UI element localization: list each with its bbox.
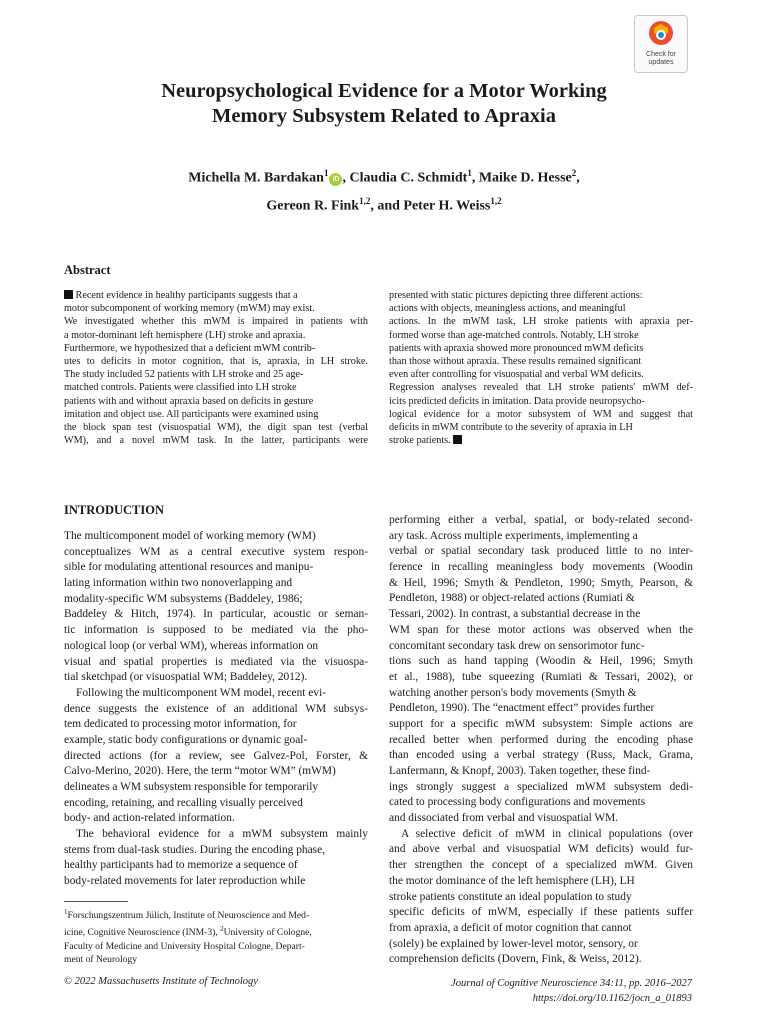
abstract-line: The study included 52 patients with LH stroke and 25 age- bbox=[64, 369, 304, 381]
body-line: conceptualizes WM as a central executive system respon- bbox=[64, 545, 368, 558]
abstract-line: the block span test (visuospatial WM), the digit span test (verbal bbox=[64, 421, 368, 433]
body-line: encoding, retaining, and recalling visually perceived bbox=[64, 796, 303, 809]
body-line: Pendleton, 1990). The “enactment effect” provides further bbox=[389, 702, 655, 715]
abstract-line: Furthermore, we hypothesized that a deficient mWM contrib- bbox=[64, 342, 316, 354]
body-line: body-related movements for later reproduction while bbox=[64, 875, 306, 888]
body-line: tions such as hand tapping (Woodin & Heil, 1996; Smyth bbox=[389, 655, 693, 668]
body-line: body- and action-related information. bbox=[64, 812, 235, 825]
body-line: Lanfermann, & Knopf, 2003). Taken together, these find- bbox=[389, 765, 651, 777]
body-line: and above verbal and visuospatial WM deficits) would fur- bbox=[389, 843, 693, 856]
bookmark-icon bbox=[648, 20, 674, 48]
body-line: stroke patients constitute an ideal population to study bbox=[389, 890, 632, 903]
abstract-line: a motor-dominant left hemisphere (LH) stroke and apraxia. bbox=[64, 329, 306, 341]
body-line: specific deficits of mWM, especially if these patients suffer bbox=[389, 906, 693, 919]
doi-link[interactable]: https://doi.org/10.1162/jocn_a_01893 bbox=[532, 993, 692, 1004]
body-line: Pendleton, 1988) or object-related actions (Rumiati & bbox=[389, 592, 635, 605]
abstract-line: actions. In the mWM task, LH stroke patients with apraxia per- bbox=[389, 316, 693, 328]
author-name: , Claudia C. Schmidt bbox=[342, 170, 468, 186]
author-separator: , bbox=[576, 170, 580, 186]
check-for-updates-badge[interactable] bbox=[634, 15, 688, 73]
body-line: ary task. Across multiple experiments, implementing a bbox=[389, 529, 638, 542]
abstract-line: formed worse than age-matched controls. Notably, LH stroke bbox=[389, 329, 639, 341]
affiliation-sup: 1,2 bbox=[490, 195, 502, 206]
abstract-line: icits predicted deficits in imitation. Data provide neuropsycho- bbox=[389, 395, 645, 407]
abstract-line: patients with and without apraxia based on deficits in gesture bbox=[64, 395, 314, 407]
abstract-line: even after controlling for visuospatial and verbal WM deficits. bbox=[389, 369, 644, 381]
body-line: (solely) be explained by lower-level motor, sensory, or bbox=[389, 937, 638, 950]
body-line: verbal or spatial secondary task produced little to no inter- bbox=[389, 545, 693, 558]
journal-citation bbox=[451, 976, 692, 1006]
body-line: ference in recalling meaningless body movements (Woodin bbox=[389, 561, 693, 574]
abstract-line: than those without apraxia. These results remained significant bbox=[389, 355, 642, 367]
abstract-heading: Abstract bbox=[64, 263, 111, 277]
abstract-line: We investigated whether this mWM is impaired in patients with bbox=[64, 316, 368, 328]
body-line: & Heil, 1996; Smyth & Pendleton, 1990; Smyth, Pearson, & bbox=[389, 576, 693, 589]
body-line: than encoded using a verbal strategy (Russ, Mack, Grama, bbox=[389, 749, 693, 762]
body-line: ther strengthen the concept of a specialized mWM. Given bbox=[389, 859, 693, 872]
body-line: modality-specific WM subsystems (Baddeley, 1986; bbox=[64, 592, 303, 605]
abstract-line: imitation and object use. All participants were examined using bbox=[64, 408, 319, 420]
abstract-right-column bbox=[389, 289, 693, 447]
body-line: The multicomponent model of working memory (WM) bbox=[64, 530, 316, 542]
square-end-icon bbox=[453, 435, 462, 444]
body-line: healthy participants had to memorize a sequence of bbox=[64, 859, 298, 872]
abstract-line: utes to deficits in motor cognition, that is, apraxia, in LH stroke. bbox=[64, 355, 368, 367]
intro-left-column bbox=[64, 529, 368, 890]
affiliations-footnote bbox=[64, 906, 368, 967]
body-line: tem dedicated to processing motor information, for bbox=[64, 718, 297, 731]
body-line: et al., 1988), tube squeezing (Rumiati & Tessari, 2002), or bbox=[389, 670, 693, 683]
abstract-line: deficits in mWM contribute to the severity of apraxia in LH bbox=[389, 421, 633, 433]
body-line: dence suggests the existence of an additional WM subsys- bbox=[64, 702, 368, 715]
body-line: A selective deficit of mWM in clinical populations (over bbox=[401, 827, 693, 840]
body-line: performing either a verbal, spatial, or body-related second- bbox=[389, 514, 693, 526]
affiliation-sup: 1 bbox=[323, 168, 329, 178]
abstract-line: Recent evidence in healthy participants suggests that a bbox=[64, 289, 368, 302]
abstract-left-column bbox=[64, 289, 368, 447]
body-line: The behavioral evidence for a mWM subsystem mainly bbox=[76, 828, 368, 841]
body-line: Following the multicomponent WM model, recent evi- bbox=[76, 686, 327, 699]
body-line: recalled better when performed during the encoding phase bbox=[389, 733, 693, 746]
body-line: WM span for these motor actions was observed when the bbox=[389, 623, 693, 636]
body-line: directed actions (for a review, see Galvez-Pol, Forster, & bbox=[64, 749, 368, 762]
copyright-notice: © 2022 Massachusetts Institute of Technology bbox=[64, 976, 258, 987]
body-line: Tessari, 2002). In contrast, a substantial decrease in the bbox=[389, 608, 641, 621]
affiliation-sup: 2 bbox=[571, 168, 577, 178]
body-line: Calvo-Merino, 2020). Here, the term “motor WM” (mWM) bbox=[64, 765, 336, 778]
body-line: comprehension deficits (Dovern, Fink, & Weiss, 2012). bbox=[389, 953, 642, 966]
body-line: watching another person's body movements (Smyth & bbox=[389, 686, 637, 699]
body-line: ings strongly suggest a specialized mWM subsystem dedi- bbox=[389, 780, 693, 793]
body-line: delineates a WM subsystem responsible for temporarily bbox=[64, 781, 319, 793]
abstract-line: Regression analyses revealed that LH stroke patients' mWM def- bbox=[389, 382, 693, 394]
body-line: the motor dominance of the left hemisphere (LH), LH bbox=[389, 874, 635, 887]
affiliation-sup: 2 bbox=[220, 924, 224, 933]
title-line-2: Memory Subsystem Related to Apraxia bbox=[212, 105, 556, 127]
body-line: tic information is supposed to be mediated via the pho- bbox=[64, 624, 368, 637]
orcid-icon[interactable]: iD bbox=[329, 173, 342, 186]
footnote-line: ment of Neurology bbox=[64, 954, 138, 966]
body-line: from apraxia, a deficit of motor cognition that cannot bbox=[389, 921, 632, 934]
body-line: and dissociated from verbal and visuospatial WM. bbox=[389, 812, 619, 825]
author-name: Michella M. Bardakan bbox=[188, 170, 324, 186]
abstract-line: motor subcomponent of working memory (mWM) may exist. bbox=[64, 303, 315, 315]
author-line-1 bbox=[64, 162, 704, 190]
body-line: concomitant secondary task drew on sensorimotor func- bbox=[389, 639, 645, 652]
body-line: tial sketchpad (or visuospatial WM; Baddeley, 2012). bbox=[64, 671, 308, 684]
affiliation-sup: 1,2 bbox=[359, 195, 371, 206]
badge-line-1: Check for bbox=[646, 51, 676, 58]
body-line: visual and spatial properties is mediated via the visuospa- bbox=[64, 655, 368, 668]
body-line: Baddeley & Hitch, 1974). In particular, acoustic or seman- bbox=[64, 608, 368, 621]
author-name: , and Peter H. Weiss bbox=[370, 198, 491, 214]
body-line: cated to processing body configurations and movements bbox=[389, 796, 646, 809]
badge-line-2: updates bbox=[648, 59, 674, 66]
introduction-heading: INTRODUCTION bbox=[64, 503, 165, 517]
body-line: lating information within two nonoverlapping and bbox=[64, 577, 293, 590]
body-line: sible for modulating attentional resources and manipu- bbox=[64, 561, 314, 574]
affiliation-sup: 1 bbox=[64, 908, 68, 916]
body-line: support for a specific mWM subsystem: Simple actions are bbox=[389, 717, 693, 730]
body-line: example, static body configurations or dynamic goal- bbox=[64, 733, 308, 746]
author-name: Gereon R. Fink bbox=[266, 198, 360, 214]
title-line-1: Neuropsychological Evidence for a Motor Working bbox=[161, 80, 607, 102]
journal-reference: Journal of Cognitive Neuroscience 34:11, pp. 2016–2027 bbox=[451, 978, 692, 989]
square-bullet-icon bbox=[64, 290, 73, 299]
abstract-line: logical evidence for a motor subsystem of WM and suggest that bbox=[389, 408, 693, 420]
author-line-2 bbox=[64, 190, 704, 218]
abstract-line: stroke patients. bbox=[389, 434, 693, 447]
footnote-divider bbox=[64, 901, 128, 902]
affiliation-sup: 1 bbox=[467, 168, 472, 178]
abstract-line: patients with apraxia showed more pronounced mWM deficits bbox=[389, 342, 644, 354]
author-name: , Maike D. Hesse bbox=[471, 170, 572, 186]
body-line: stems from dual-task studies. During the encoding phase, bbox=[64, 843, 325, 856]
intro-right-column bbox=[389, 513, 693, 968]
footnote-line: $^1$Forschungszentrum Jülich, Institute of Neuroscience and Med- bbox=[64, 908, 310, 922]
footnote-line: icine, Cognitive Neuroscience (INM-3), $^2$University of Cologne, bbox=[64, 924, 312, 938]
abstract-line: WM), and a novel mWM task. In the latter, participants were bbox=[64, 435, 368, 447]
paper-title bbox=[64, 79, 704, 129]
footnote-line: Faculty of Medicine and University Hospital Cologne, Depart- bbox=[64, 940, 305, 952]
abstract-line: actions with objects, meaningless actions, and meaningful bbox=[389, 303, 626, 315]
abstract-line: matched controls. Patients were classified into LH stroke bbox=[64, 382, 297, 394]
abstract-line: presented with static pictures depicting three different actions: bbox=[389, 290, 643, 301]
body-line: nological loop (or verbal WM), whereas information on bbox=[64, 639, 319, 652]
badge-label bbox=[635, 51, 687, 67]
author-list bbox=[64, 162, 704, 217]
